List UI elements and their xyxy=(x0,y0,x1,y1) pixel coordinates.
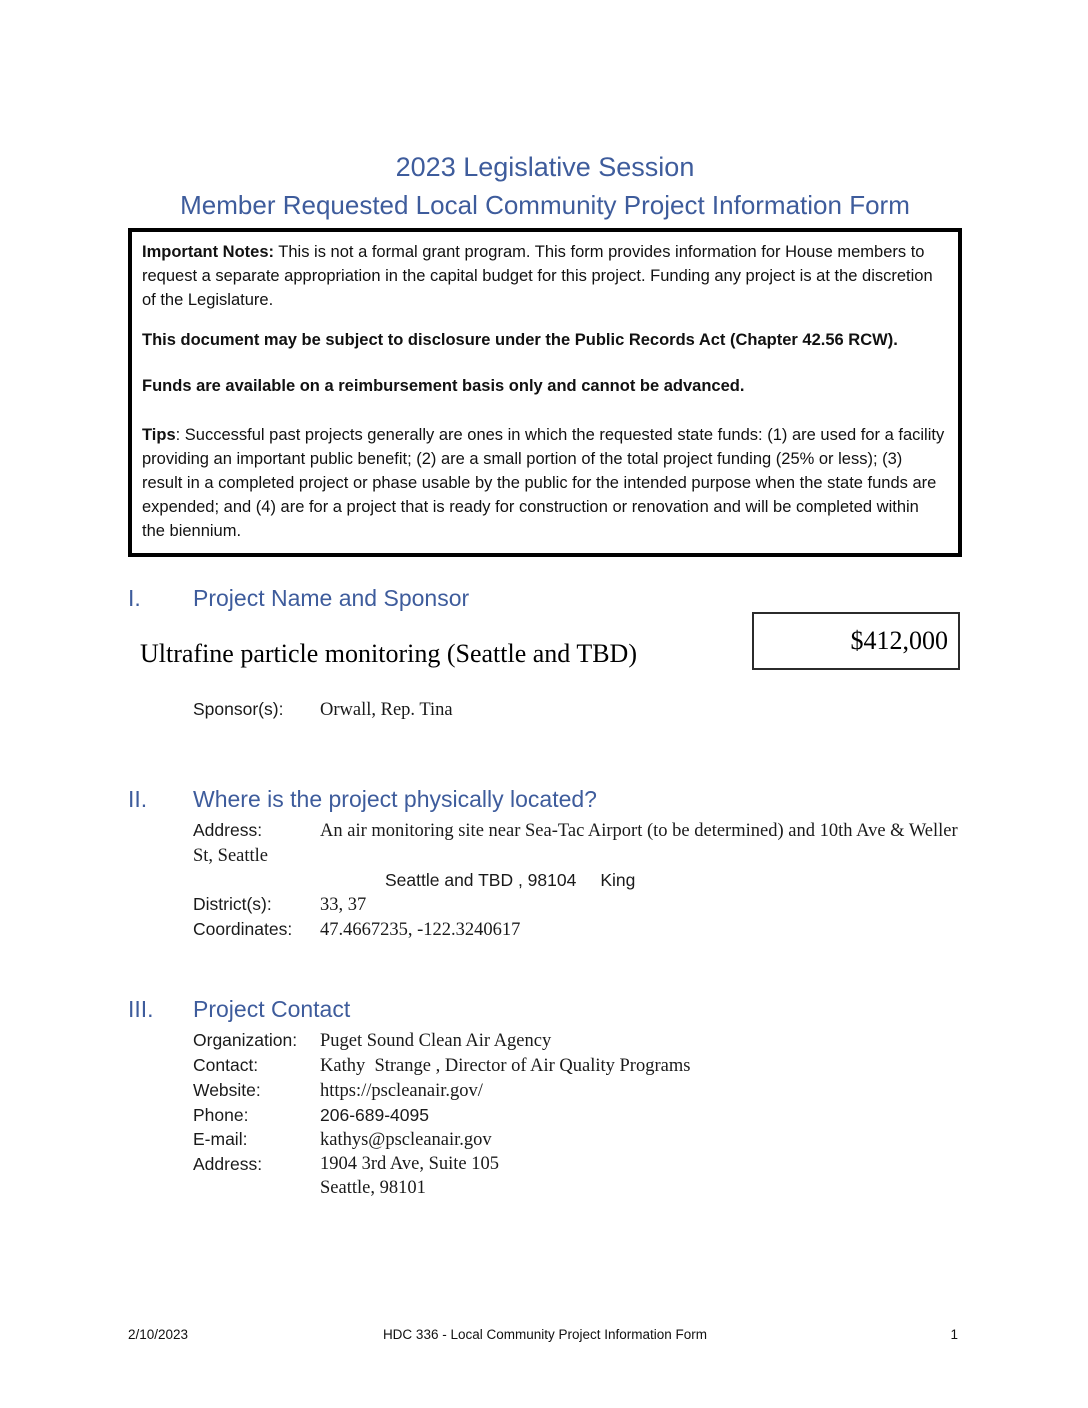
important-notes-box xyxy=(128,228,962,557)
section-1-heading xyxy=(128,583,962,613)
section-2-title: Where is the project physically located? xyxy=(193,786,597,812)
section-2-heading xyxy=(128,784,962,814)
districts-row xyxy=(193,892,962,917)
sponsor-value: Orwall, Rep. Tina xyxy=(320,700,453,720)
section-2-numeral: II. xyxy=(128,786,148,812)
section-3-title: Project Contact xyxy=(193,996,351,1022)
important-notes-text: This is not a formal grant program. This form provides information for House members to request a separate appropriation in the capital budget for this project. Funding any project is at the discretion of the Legislature. xyxy=(142,243,933,309)
page-title: 2023 Legislative Session xyxy=(395,152,695,182)
districts-value: 33, 37 xyxy=(320,895,367,915)
city-zip-value: Seattle and TBD , 98104 xyxy=(385,870,577,890)
coordinates-row xyxy=(193,917,962,942)
section-project-contact xyxy=(128,994,962,1200)
sponsor-row xyxy=(193,697,962,722)
tips-text: : Successful past projects generally are ones in which the requested state funds: (1) are used for a facility providing an important public benefit; (2) are a small portion of the total project funding (25% or less); (3) result in a completed project or phase usable by the public for the intended purpose when the state funds are expended; and (4) are for a project that is ready for construction or renovation and will be completed within the biennium. xyxy=(142,426,945,540)
coordinates-label: Coordinates: xyxy=(193,919,293,939)
notes-paragraph-important xyxy=(142,240,946,312)
website-label: Website: xyxy=(193,1080,261,1100)
requested-amount-value: $412,000 xyxy=(850,626,948,655)
sponsor-label: Sponsor(s): xyxy=(193,699,284,719)
email-value: kathys@pscleanair.gov xyxy=(320,1130,492,1150)
contact-address-row xyxy=(193,1152,962,1200)
footer-document-name: HDC 336 - Local Community Project Information Form xyxy=(382,1327,708,1342)
website-value: https://pscleanair.gov/ xyxy=(320,1081,483,1101)
requested-amount-box xyxy=(752,612,960,670)
notes-paragraph-funds: Funds are available on a reimbursement basis only and cannot be advanced. xyxy=(142,377,745,395)
contact-address-line1: 1904 3rd Ave, Suite 105 xyxy=(320,1154,499,1174)
county-value: King xyxy=(600,870,636,890)
section-3-heading xyxy=(128,994,962,1024)
email-label: E-mail: xyxy=(193,1129,248,1149)
section-3-numeral: III. xyxy=(128,996,154,1022)
city-zip-county-row xyxy=(193,868,962,892)
website-row xyxy=(193,1078,962,1103)
organization-value: Puget Sound Clean Air Agency xyxy=(320,1031,552,1051)
phone-value: 206-689-4095 xyxy=(320,1105,429,1125)
important-notes-label: Important Notes: xyxy=(142,243,274,261)
email-row xyxy=(193,1127,962,1152)
project-name: Ultrafine particle monitoring (Seattle and TBD) xyxy=(140,639,637,668)
page-subtitle: Member Requested Local Community Project Information Form xyxy=(180,190,910,220)
notes-paragraph-disclosure: This document may be subject to disclosure under the Public Records Act (Chapter 42.56 RCW). xyxy=(142,331,898,349)
footer-page-number: 1 xyxy=(950,1327,958,1342)
districts-label: District(s): xyxy=(193,894,272,914)
contact-label: Contact: xyxy=(193,1055,259,1075)
organization-row xyxy=(193,1028,962,1053)
address-label: Address: xyxy=(193,820,263,840)
section-project-location xyxy=(128,784,962,942)
section-1-numeral: I. xyxy=(128,585,141,611)
address-value: An air monitoring site near Sea-Tac Airport (to be determined) and 10th Ave & Weller St, Seattle xyxy=(193,821,963,866)
document-page xyxy=(128,0,962,1408)
contact-row xyxy=(193,1053,962,1078)
notes-paragraph-tips xyxy=(142,423,946,543)
section-project-name-and-sponsor xyxy=(128,583,962,722)
coordinates-value: 47.4667235, -122.3240617 xyxy=(320,920,521,940)
organization-label: Organization: xyxy=(193,1030,298,1050)
contact-address-label: Address: xyxy=(193,1154,263,1174)
contact-address-line2: Seattle, 98101 xyxy=(320,1178,426,1198)
footer-date: 2/10/2023 xyxy=(128,1327,189,1342)
section-1-title: Project Name and Sponsor xyxy=(193,585,470,611)
contact-value: Kathy Strange , Director of Air Quality Programs xyxy=(320,1056,691,1076)
phone-row xyxy=(193,1103,962,1127)
address-row xyxy=(193,818,962,868)
phone-label: Phone: xyxy=(193,1105,249,1125)
tips-label: Tips xyxy=(142,426,176,444)
